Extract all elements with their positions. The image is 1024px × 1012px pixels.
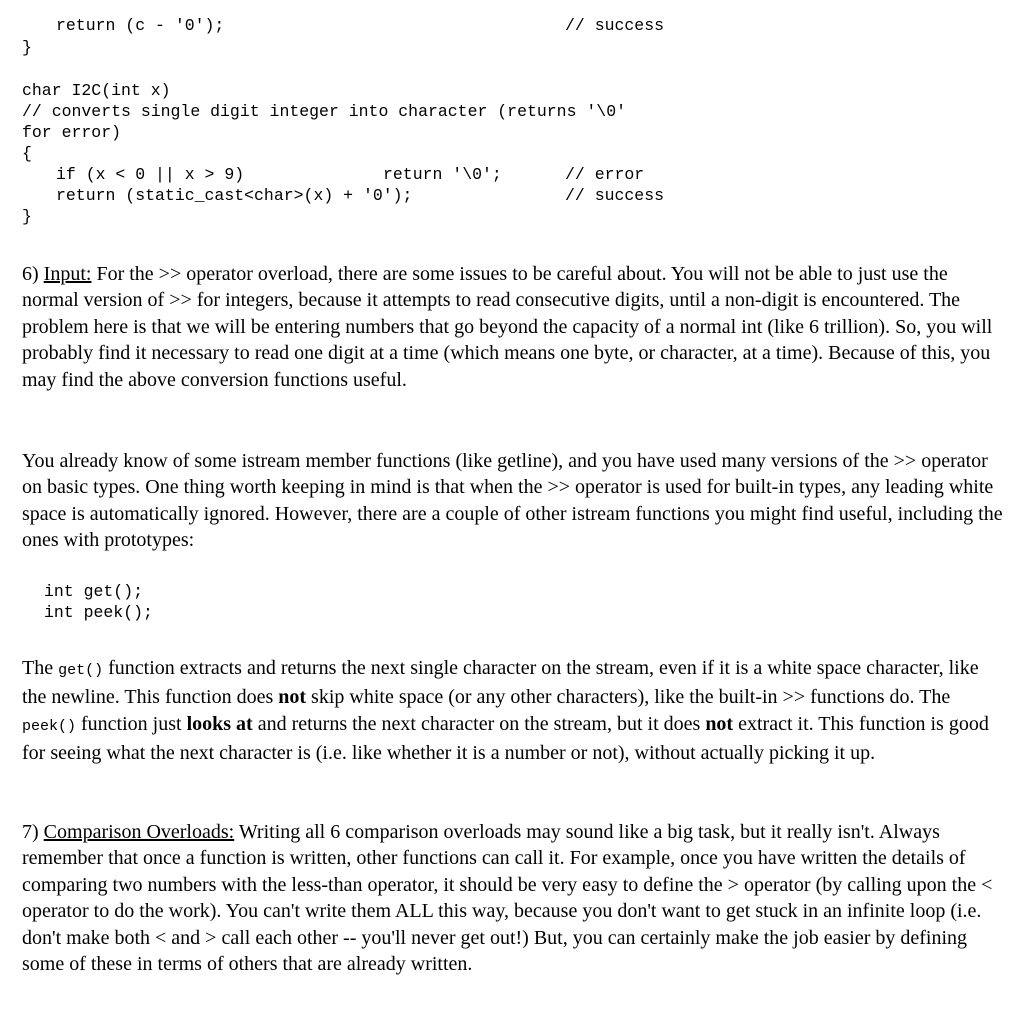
code-comment-line-a: // converts single digit integer into character (returns '\0' <box>22 102 626 121</box>
section-6-paragraph-3 <box>22 655 1007 767</box>
para3-text-b: function extracts and returns the next single character on the stream, even if it is a white space character, like the newline. This function does <box>22 657 979 709</box>
para3-text-a: The <box>22 657 59 679</box>
code-close-brace-2: } <box>22 207 32 226</box>
emphasis-looks-at: looks at <box>186 712 253 735</box>
code-comment-success-1: // success <box>565 16 665 35</box>
code-if-return: return '\0'; <box>383 165 502 184</box>
section-7-para-text: Writing all 6 comparison overloads may sound like a big task, but it really isn't. Always remember that once a function is written, other functions can call it. For example, once you have written the details of comparing two numbers with the less-than operator, it should be very easy to define the > operator (by calling upon the < operator to do the work). You can't write them ALL this way, because you don't want to get stuck in an infinite loop (i.e. don't make both < and > call each other -- you'll never get out!) But, you can certainly make the job easier by defining some of these in terms of others that are already written. <box>22 821 993 976</box>
inline-code-get: get() <box>58 662 104 679</box>
emphasis-not-1: not <box>278 686 307 709</box>
section-6-para1-text: For the >> operator overload, there are some issues to be careful about. You will not be able to just use the normal version of >> for integers, because it attempts to read consecutive digits, until a non-digit is encountered. The problem here is that we will be entering numbers that go beyond the capacity of a normal int (like 6 trillion). So, you will probably find it necessary to read one digit at a time (which means one byte, or character, at a time). Because of this, you may find the above conversion functions useful. <box>22 263 993 391</box>
code-open-brace: { <box>22 144 32 163</box>
section-7-number: 7) <box>22 821 44 843</box>
section-6-paragraph-2: You already know of some istream member functions (like getline), and you have used many versions of the >> operator on basic types. One thing worth keeping in mind is that when the >> operator is used for built-in types, any leading white space is automatically ignored. However, there are a couple of other istream functions you might find useful, including the ones with prototypes: <box>22 450 1003 552</box>
code-close-brace-1: } <box>22 38 32 57</box>
para3-text-d: function just <box>76 712 187 735</box>
code-line-return-c: return (c - '0'); <box>56 16 225 35</box>
code-comment-success-2: // success <box>565 186 665 205</box>
code-comment-error: // error <box>565 165 645 184</box>
section-6-number: 6) <box>22 263 44 285</box>
emphasis-not-2: not <box>705 712 734 735</box>
para3-text-e: and returns the next character on the stream, but it does <box>252 712 706 735</box>
para3-text-c: skip white space (or any other characters), like the built-in >> functions do. The <box>306 686 951 709</box>
code-return-static-cast: return (static_cast<char>(x) + '0'); <box>56 186 413 205</box>
code-comment-line-b: for error) <box>22 123 122 142</box>
code-if-condition: if (x < 0 || x > 9) <box>56 165 245 184</box>
section-6-heading: Input: <box>43 263 92 285</box>
prototype-peek: int peek(); <box>44 603 153 622</box>
prototype-get: int get(); <box>44 582 144 601</box>
section-6-paragraph-1 <box>22 261 1007 393</box>
section-7-paragraph <box>22 819 1007 977</box>
para3-text-f: extract it. This function is good for seeing what the next character is (i.e. like whether it is a number or not), without actually picking it up. <box>22 712 989 765</box>
code-function-signature: char I2C(int x) <box>22 81 171 100</box>
section-7-heading: Comparison Overloads: <box>43 821 235 843</box>
inline-code-peek: peek() <box>22 717 77 735</box>
